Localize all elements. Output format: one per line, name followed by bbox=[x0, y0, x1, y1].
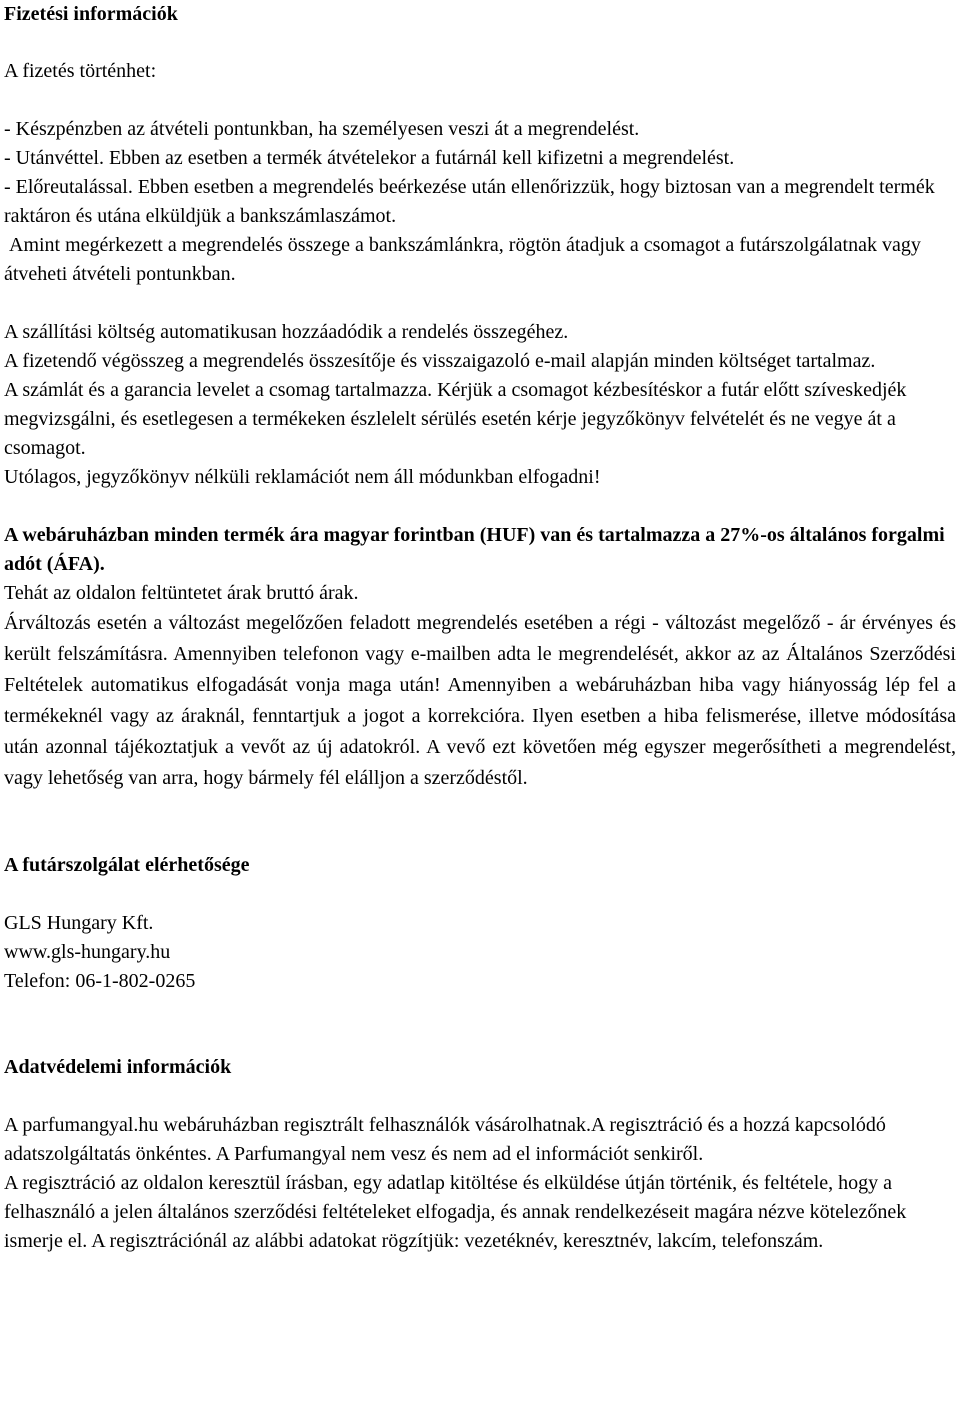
payment-method-transfer: - Előreutalással. Ebben esetben a megrendelés beérkezése után ellenőrizzük, hogy biztosan van a megrendelt termék raktáron és utána elküldjük a bankszámlaszámot. bbox=[4, 176, 935, 227]
price-change-text: Árváltozás esetén a változást megelőzően feladott megrendelés esetében a régi - változást megelőző - ár érvényes és került felszámításra. Amennyiben telefonon vagy e-mailben adta le megrendelését, akkor az az Általános Szerződési Feltételek automatikus elfogadását vonja maga után! Amennyiben a webáruházban hiba vagy hiányosság lép fel a termékeknél vagy az áraknál, fenntartjuk a jogot a korrekcióra. Ilyen esetben a hiba felismerése, illetve módosítása után azonnal tájékoztatjuk a vevőt az új adatokról. A vevő ezt követően még egyszer megerősítheti a megrendelést, vagy lehetőség van arra, hogy bármely fél elálljon a szerződéstől. bbox=[4, 612, 956, 789]
payment-history-label: A fizetés történhet: bbox=[4, 60, 157, 82]
payment-title: Fizetési információk bbox=[4, 3, 178, 25]
courier-phone: Telefon: 06-1-802-0265 bbox=[4, 970, 196, 992]
privacy-paragraph-registration: A parfumangyal.hu webáruházban regisztrált felhasználók vásárolhatnak.A regisztráció és a hozzá kapcsolódó adatszolgáltatás önkéntes. A Parfumangyal nem vesz és nem ad el információt senkiről. bbox=[4, 1114, 886, 1165]
complaint-text: Utólagos, jegyzőkönyv nélküli reklamációt nem áll módunkban elfogadni! bbox=[4, 466, 601, 488]
invoice-warranty-text: A számlát és a garancia levelet a csomag tartalmazza. Kérjük a csomagot kézbesítéskor a futár előtt szíveskedjék megvizsgálni, és esetlegesen a termékeken észlelelt sérülés esetén kérje jegyzőkönyv felvételét és ne vegye át a csomagot. bbox=[4, 379, 907, 459]
courier-company: GLS Hungary Kft. bbox=[4, 912, 154, 934]
price-notice: Tehát az oldalon feltüntetet árak bruttó árak. bbox=[4, 582, 359, 604]
privacy-title: Adatvédelemi információk bbox=[4, 1056, 232, 1078]
payment-method-cash: - Készpénzben az átvételi pontunkban, ha személyesen veszi át a megrendelést. bbox=[4, 118, 640, 140]
total-amount-text: A fizetendő végösszeg a megrendelés összesítője és visszaigazoló e-mail alapján minden költséget tartalmaz. bbox=[4, 350, 876, 372]
courier-title: A futárszolgálat elérhetősége bbox=[4, 854, 250, 876]
privacy-paragraph-data: A regisztráció az oldalon keresztül írásban, egy adatlap kitöltése és elküldése útján történik, és feltétele, hogy a felhasználó a jelen általános szerződési feltételeket elfogadja, és annak rendelkezéseit magára nézve kötelezőnek ismerje el. A regisztrációnál az alábbi adatokat rögzítjük: vezetéknév, keresztnév, lakcím, telefonszám. bbox=[4, 1172, 907, 1252]
payment-method-transfer-note: Amint megérkezett a megrendelés összege a bankszámlánkra, rögtön átadjuk a csomagot a futárszolgálatnak vagy átveheti átvételi pontunkban. bbox=[4, 234, 926, 285]
payment-method-cod: - Utánvéttel. Ebben az esetben a termék átvételekor a futárnál kell kifizetni a megrendelést. bbox=[4, 147, 735, 169]
price-notice-bold: A webáruházban minden termék ára magyar forintban (HUF) van és tartalmazza a 27%-os általános forgalmi adót (ÁFA). bbox=[4, 524, 945, 575]
courier-website: www.gls-hungary.hu bbox=[4, 941, 171, 963]
shipping-cost-text: A szállítási költség automatikusan hozzáadódik a rendelés összegéhez. bbox=[4, 321, 569, 343]
